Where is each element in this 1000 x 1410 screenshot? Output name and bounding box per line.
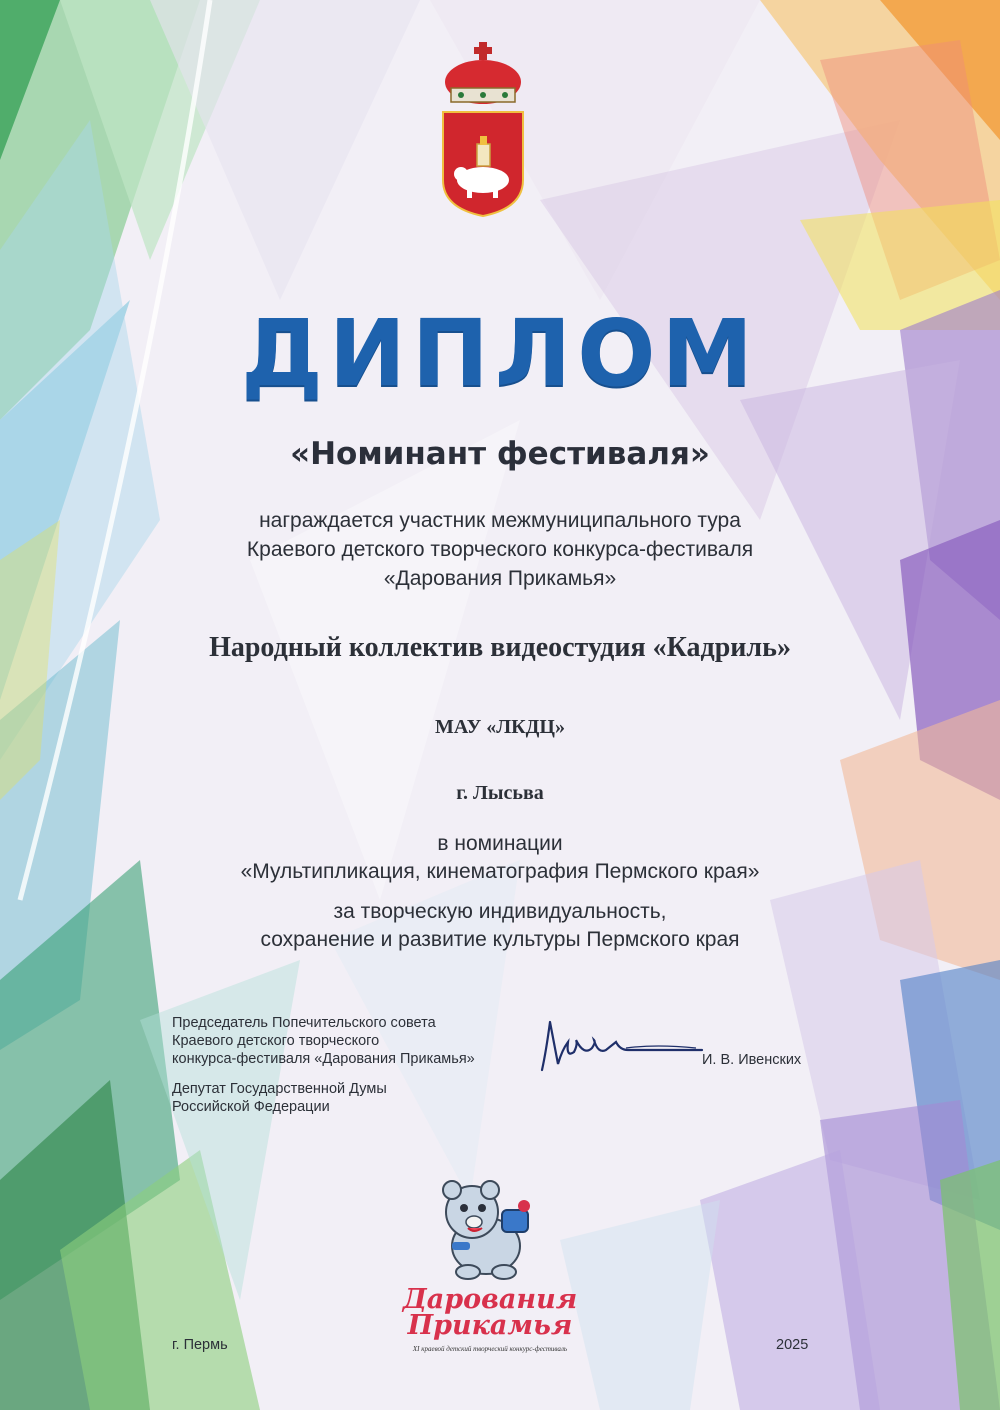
- perm-krai-coat-of-arms-icon: [437, 40, 529, 218]
- signer-title-line: Российской Федерации: [172, 1099, 330, 1115]
- signer-position-line: Краевого детского творческого: [172, 1033, 380, 1049]
- nomination-line: в номинации: [437, 832, 563, 855]
- recipient-city: г. Лысьва: [456, 782, 544, 804]
- signer-position-block: [172, 1014, 512, 1116]
- reason-line: за творческую индивидуальность,: [333, 900, 667, 923]
- award-line: награждается участник межмуниципального тура: [259, 509, 741, 532]
- signer-position-line: конкурса-фестиваля «Дарования Прикамья»: [172, 1051, 475, 1067]
- signature: [536, 1012, 706, 1078]
- reason-text: [0, 898, 1000, 954]
- nomination-line: «Мультипликация, кинематография Пермского края»: [240, 860, 760, 883]
- organization-name: МАУ «ЛКДЦ»: [435, 716, 565, 738]
- festival-logo-line2: Прикамья: [407, 1310, 573, 1341]
- signer-name: И. В. Ивенских: [702, 1052, 802, 1068]
- festival-logo-subtitle: XI краевой детский творческий конкурс-фестиваль: [412, 1345, 568, 1353]
- nominant-heading: «Номинант фестиваля»: [290, 436, 710, 472]
- issue-place: г. Пермь: [172, 1337, 228, 1353]
- diploma-title: ДИПЛОМ: [240, 300, 760, 407]
- festival-logo-line1: Дарования: [402, 1284, 578, 1315]
- recipient-name: Народный коллектив видеостудия «Кадриль»: [209, 632, 791, 663]
- award-line: «Дарования Прикамья»: [383, 567, 617, 590]
- reason-line: сохранение и развитие культуры Пермского края: [260, 928, 740, 951]
- award-text: [0, 506, 1000, 593]
- award-line: Краевого детского творческого конкурса-фестиваля: [246, 538, 754, 561]
- signer-title-line: Депутат Государственной Думы: [172, 1081, 387, 1097]
- nomination-text: [0, 830, 1000, 886]
- signer-position-line: Председатель Попечительского совета: [172, 1015, 436, 1031]
- issue-year: 2025: [776, 1337, 809, 1353]
- bear-mascot-icon: [436, 1176, 544, 1282]
